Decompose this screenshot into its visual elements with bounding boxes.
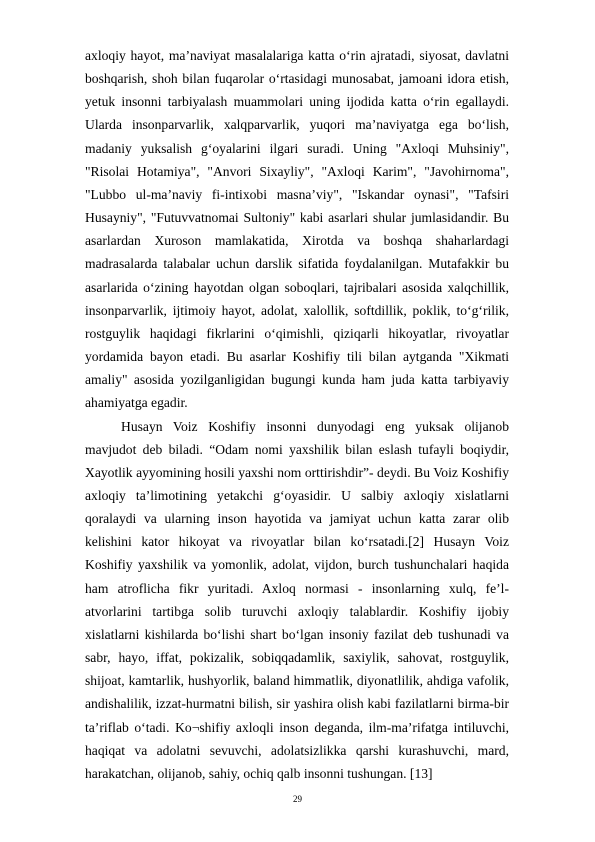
page-number: 29: [293, 794, 302, 804]
body-text: [85, 44, 509, 785]
paragraph-continued: axloqiy hayot, ma’naviyat masalalariga katta o‘rin ajratadi, siyosat, davlatni boshqarish, shoh bilan fuqarolar o‘rtasidagi munosabat, jamoani idora etish, yetuk insonni tarbiyalash muammolari uning ijodida katta o‘rin egallaydi. Ularda insonparvarlik, xalqparvarlik, yuqori ma’naviyatga ega bo‘lish, madaniy yuksalish g‘oyalarini ilgari suradi. Uning "Axloqi Muhsiniy", "Risolai Hotamiya", "Anvori Sixayliy", "Axloqi Karim", "Javohirnoma", "Lubbo ul-ma’naviy fi-intixobi masna’viy", "Iskandar oynasi", "Tafsiri Husayniy", "Futuvvatnomai Sultoniy" kabi asarlari shular jumlasidandir. Bu asarlardan Xuroson mamlakatida, Xirotda va boshqa shaharlardagi madrasalarda talabalar uchun darslik sifatida foydalanilgan. Mutafakkir bu asarlarida o‘zining hayotdan olgan soboqlari, tajribalari asosida xalqchillik, insonparvarlik, ijtimoiy hayot, adolat, xalollik, softdillik, poklik, to‘g‘rilik, rostguylik haqidagi fikrlarini o‘qimishli, qiziqarli hikoyatlar, rivoyatlar yordamida bayon etadi. Bu asarlar Koshifiy tili bilan aytganda "Xikmati amaliy" asosida yozilganligidan bugungi kunda ham juda katta tarbiyaviy ahamiyatga egadir.: [85, 48, 509, 411]
paragraph-koshifiy: Husayn Voiz Koshifiy insonni dunyodagi eng yuksak olijanob mavjudot deb biladi. “Odam nomi yaxshilik bilan eslash tufayli boqiydir, Xayotlik ayyomining hosili yaxshi nom orttirishdir”- deydi. Bu Voiz Koshifiy axloqiy ta’limotining yetakchi g‘oyasidir. U salbiy axloqiy xislatlarni qoralaydi va ularning inson hayotida va jamiyat uchun katta zarar olib kelishini kator hikoyat va rivoyatlar bilan ko‘rsatadi.[2] Husayn Voiz Koshifiy yaxshilik va yomonlik, adolat, vijdon, burch tushunchalari haqida ham atroflicha fikr yuritadi. Axloq normasi - insonlarning xulq, fe’l-atvorlarini tartibga solib turuvchi axloqiy talablardir. Koshifiy ijobiy xislatlarni kishilarda bo‘lishi shart bo‘lgan insoniy fazilat deb tushunadi va sabr, hayo, iffat, pokizalik, sobiqqadamlik, saxiylik, sahovat, rostguylik, shijoat, kamtarlik, hushyorlik, baland himmatlik, diyonatlilik, ahdiga vafolik, andishalilik, izzat-hurmatni bilish, sir yashira olish kabi fazilatlarni birma-bir ta’riflab o‘tadi. Ko¬shifiy axloqli inson deganda, ilm-ma’rifatga intiluvchi, haqiqat va adolatni sevuvchi, adolatsizlikka qarshi kurashuvchi, mard, harakatchan, olijanob, sahiy, ochiq qalb insonni tushungan. [13]: [85, 418, 509, 781]
